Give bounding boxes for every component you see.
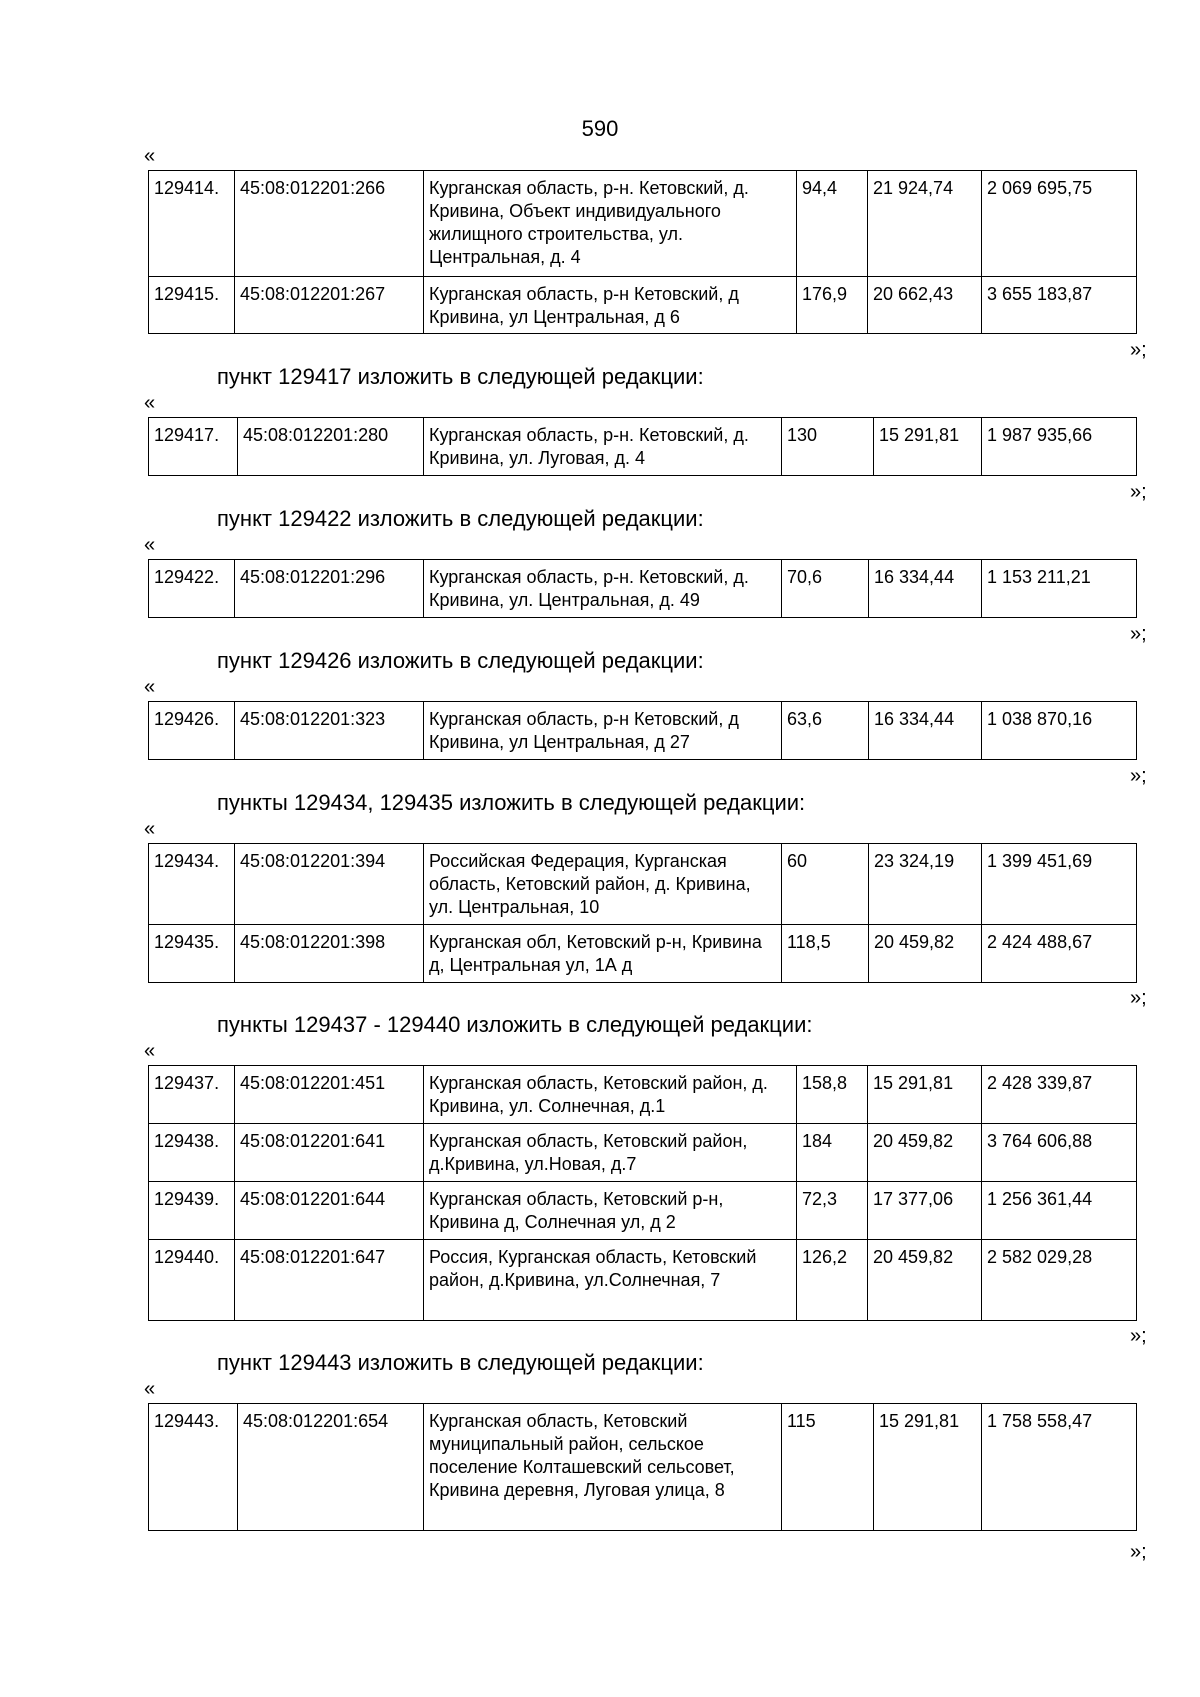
cell-number: 129426.: [149, 702, 235, 760]
cell-number: 129439.: [149, 1182, 235, 1240]
cell-number: 129435.: [149, 925, 235, 983]
cell-cadastral: 45:08:012201:323: [235, 702, 424, 760]
cell-cadastral: 45:08:012201:296: [235, 560, 424, 618]
cell-area: 118,5: [782, 925, 869, 983]
closing-quote: »;: [1130, 765, 1147, 787]
cell-cadastral: 45:08:012201:267: [235, 277, 424, 334]
cell-rate: 20 459,82: [869, 925, 982, 983]
cell-area: 176,9: [797, 277, 868, 334]
cell-address: Курганская область, р-н. Кетовский, д. Кривина, ул. Луговая, д. 4: [424, 418, 782, 476]
table-row: [149, 844, 1137, 925]
table-row: [149, 702, 1137, 760]
page-number: 590: [581, 116, 619, 141]
cell-area: 63,6: [782, 702, 869, 760]
data-table: [148, 417, 1137, 476]
cell-rate: 23 324,19: [869, 844, 982, 925]
cell-value: 1 987 935,66: [982, 418, 1137, 476]
data-table: [148, 170, 1137, 334]
table-row: [149, 1182, 1137, 1240]
cell-value: 1 758 558,47: [982, 1404, 1137, 1531]
cell-value: 1 399 451,69: [982, 844, 1137, 925]
section-title: пункты 129434, 129435 изложить в следующей редакции:: [217, 790, 806, 815]
table-row: [149, 1240, 1137, 1321]
data-table: [148, 701, 1137, 760]
table-row: [149, 418, 1137, 476]
cell-address: Курганская область, р-н Кетовский, д Кривина, ул Центральная, д 27: [424, 702, 782, 760]
cell-area: 115: [782, 1404, 874, 1531]
cell-rate: 21 924,74: [868, 171, 982, 277]
opening-quote: «: [144, 818, 156, 840]
section-title: пункт 129422 изложить в следующей редакции:: [217, 506, 704, 531]
cell-address: Россия, Курганская область, Кетовский район, д.Кривина, ул.Солнечная, 7: [424, 1240, 797, 1321]
data-table: [148, 559, 1137, 618]
table-row: [149, 1066, 1137, 1124]
closing-quote: »;: [1130, 1325, 1147, 1347]
cell-value: 2 582 029,28: [982, 1240, 1137, 1321]
cell-rate: 15 291,81: [874, 1404, 982, 1531]
cell-value: 2 428 339,87: [982, 1066, 1137, 1124]
cell-value: 3 655 183,87: [982, 277, 1137, 334]
cell-number: 129415.: [149, 277, 235, 334]
closing-quote: »;: [1130, 481, 1147, 503]
cell-value: 1 038 870,16: [982, 702, 1137, 760]
cell-area: 94,4: [797, 171, 868, 277]
cell-cadastral: 45:08:012201:644: [235, 1182, 424, 1240]
cell-address: Российская Федерация, Курганская область, Кетовский район, д. Кривина, ул. Центральная, 10: [424, 844, 782, 925]
cell-number: 129417.: [149, 418, 238, 476]
section-title: пункты 129437 - 129440 изложить в следующей редакции:: [217, 1012, 813, 1037]
cell-address: Курганская область, р-н. Кетовский, д. Кривина, ул. Центральная, д. 49: [424, 560, 782, 618]
cell-rate: 17 377,06: [868, 1182, 982, 1240]
cell-number: 129434.: [149, 844, 235, 925]
cell-cadastral: 45:08:012201:647: [235, 1240, 424, 1321]
data-table: [148, 1065, 1137, 1321]
closing-quote: »;: [1130, 987, 1147, 1009]
cell-address: Курганская область, Кетовский район, д. Кривина, ул. Солнечная, д.1: [424, 1066, 797, 1124]
section-title: пункт 129426 изложить в следующей редакции:: [217, 648, 704, 673]
opening-quote: «: [144, 1378, 156, 1400]
table-row: [149, 1124, 1137, 1182]
cell-number: 129440.: [149, 1240, 235, 1321]
cell-cadastral: 45:08:012201:654: [238, 1404, 424, 1531]
closing-quote: »;: [1130, 1541, 1147, 1563]
cell-area: 60: [782, 844, 869, 925]
data-table: [148, 843, 1137, 983]
cell-number: 129443.: [149, 1404, 238, 1531]
table-row: [149, 1404, 1137, 1531]
cell-number: 129422.: [149, 560, 235, 618]
cell-number: 129414.: [149, 171, 235, 277]
cell-number: 129438.: [149, 1124, 235, 1182]
cell-rate: 20 459,82: [868, 1124, 982, 1182]
cell-area: 126,2: [797, 1240, 868, 1321]
cell-area: 72,3: [797, 1182, 868, 1240]
cell-area: 184: [797, 1124, 868, 1182]
table-row: [149, 925, 1137, 983]
cell-address: Курганская обл, Кетовский р-н, Кривина д, Центральная ул, 1А д: [424, 925, 782, 983]
cell-rate: 20 662,43: [868, 277, 982, 334]
cell-rate: 15 291,81: [874, 418, 982, 476]
cell-address: Курганская область, Кетовский муниципальный район, сельское поселение Колташевский сельсовет, Кривина деревня, Луговая улица, 8: [424, 1404, 782, 1531]
opening-quote: «: [144, 1040, 156, 1062]
cell-address: Курганская область, Кетовский р-н, Кривина д, Солнечная ул, д 2: [424, 1182, 797, 1240]
cell-value: 1 153 211,21: [982, 560, 1137, 618]
cell-rate: 20 459,82: [868, 1240, 982, 1321]
cell-area: 130: [782, 418, 874, 476]
opening-quote: «: [144, 145, 156, 167]
cell-value: 2 424 488,67: [982, 925, 1137, 983]
section-title: пункт 129443 изложить в следующей редакции:: [217, 1350, 704, 1375]
cell-rate: 16 334,44: [869, 560, 982, 618]
cell-address: Курганская область, р-н Кетовский, д Кривина, ул Центральная, д 6: [424, 277, 797, 334]
opening-quote: «: [144, 676, 156, 698]
table-row: [149, 171, 1137, 277]
cell-cadastral: 45:08:012201:641: [235, 1124, 424, 1182]
cell-cadastral: 45:08:012201:451: [235, 1066, 424, 1124]
data-table: [148, 1403, 1137, 1531]
cell-number: 129437.: [149, 1066, 235, 1124]
opening-quote: «: [144, 392, 156, 414]
cell-value: 3 764 606,88: [982, 1124, 1137, 1182]
cell-address: Курганская область, Кетовский район, д.Кривина, ул.Новая, д.7: [424, 1124, 797, 1182]
cell-area: 70,6: [782, 560, 869, 618]
table-row: [149, 560, 1137, 618]
cell-cadastral: 45:08:012201:394: [235, 844, 424, 925]
cell-rate: 16 334,44: [869, 702, 982, 760]
cell-value: 1 256 361,44: [982, 1182, 1137, 1240]
cell-address: Курганская область, р-н. Кетовский, д. Кривина, Объект индивидуального жилищного строительства, ул. Центральная, д. 4: [424, 171, 797, 277]
cell-cadastral: 45:08:012201:398: [235, 925, 424, 983]
cell-area: 158,8: [797, 1066, 868, 1124]
cell-cadastral: 45:08:012201:280: [238, 418, 424, 476]
cell-cadastral: 45:08:012201:266: [235, 171, 424, 277]
section-title: пункт 129417 изложить в следующей редакции:: [217, 364, 704, 389]
opening-quote: «: [144, 534, 156, 556]
closing-quote: »;: [1130, 623, 1147, 645]
closing-quote: »;: [1130, 339, 1147, 361]
table-row: [149, 277, 1137, 334]
cell-value: 2 069 695,75: [982, 171, 1137, 277]
cell-rate: 15 291,81: [868, 1066, 982, 1124]
